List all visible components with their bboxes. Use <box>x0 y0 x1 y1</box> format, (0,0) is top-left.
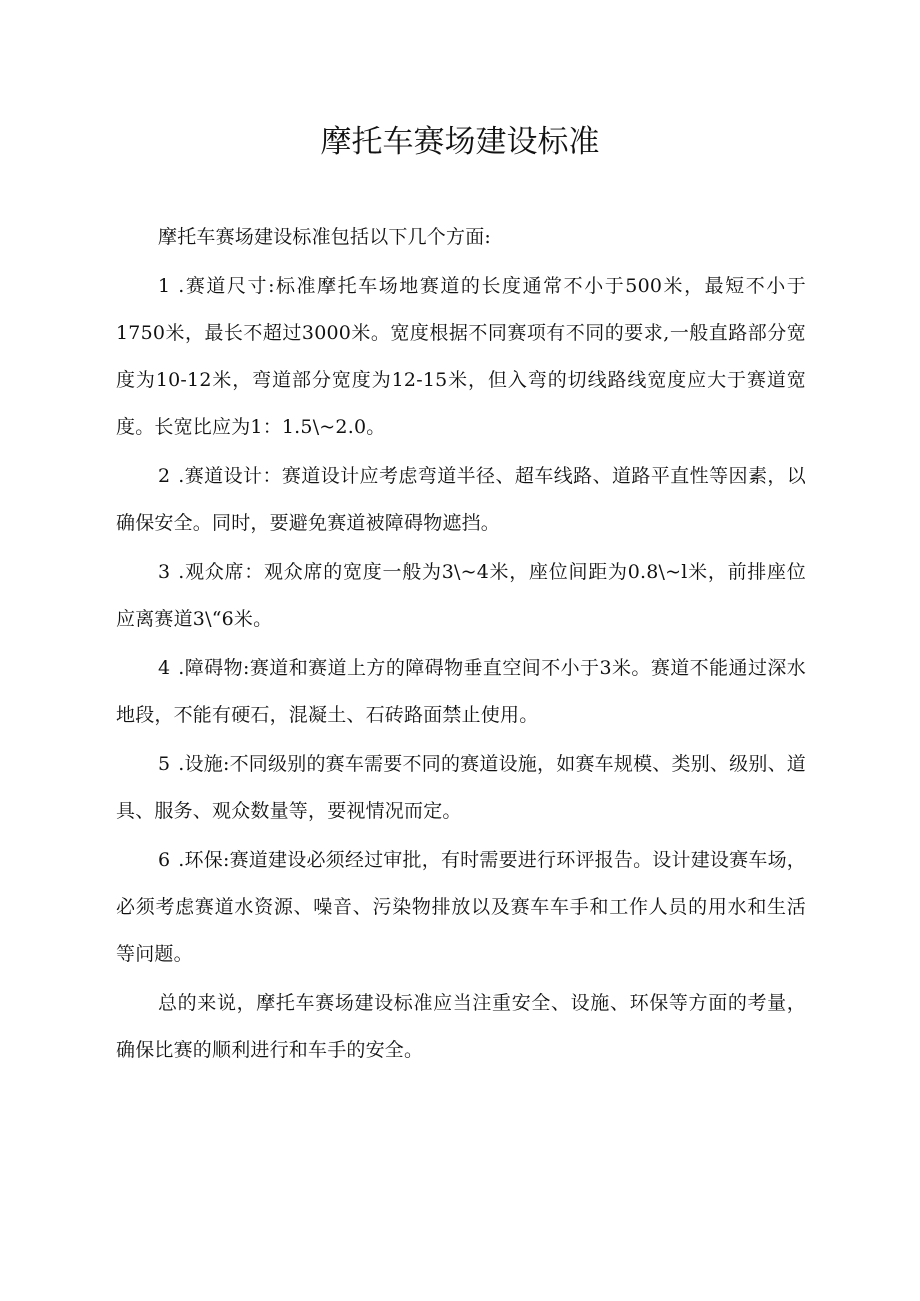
item-5-paragraph <box>116 741 806 835</box>
item-3-paragraph <box>116 549 806 643</box>
item-3-text: .观众席：观众席的宽度一般为3\~4米，座位间距为0.8\~l米，前排座位应离赛道3\“6米。 <box>116 561 806 630</box>
item-5-number: 5 <box>158 753 171 775</box>
item-6-number: 6 <box>158 849 171 871</box>
item-1-text: .赛道尺寸:标准摩托车场地赛道的长度通常不小于500米，最短不小于1750米，最长不超过3000米。宽度根据不同赛项有不同的要求,一般直路部分宽度为10-12米，弯道部分宽度为12-15米，但入弯的切线路线宽度应大于赛道宽度。长宽比应为1：1.5\~2.0。 <box>116 275 806 438</box>
item-2-paragraph <box>116 453 806 547</box>
conclusion-paragraph: 总的来说，摩托车赛场建设标准应当注重安全、设施、环保等方面的考量，确保比赛的顺利进行和车手的安全。 <box>116 992 806 1061</box>
intro-paragraph: 摩托车赛场建设标准包括以下几个方面: <box>158 226 492 248</box>
item-6-paragraph <box>116 837 806 978</box>
item-1-paragraph <box>116 263 806 451</box>
document-title: 摩托车赛场建设标准 <box>320 124 600 160</box>
item-3-number: 3 <box>158 561 171 583</box>
item-2-text: .赛道设计：赛道设计应考虑弯道半径、超车线路、道路平直性等因素，以确保安全。同时，要避免赛道被障碍物遮挡。 <box>116 465 806 534</box>
item-5-text: .设施:不同级别的赛车需要不同的赛道设施，如赛车规模、类别、级别、道具、服务、观众数量等，要视情况而定。 <box>116 753 806 822</box>
item-4-number: 4 <box>158 657 171 679</box>
item-6-text: .环保:赛道建设必须经过审批，有时需要进行环评报告。设计建设赛车场，必须考虑赛道水资源、噪音、污染物排放以及赛车车手和工作人员的用水和生活等问题。 <box>116 849 806 965</box>
document-body <box>116 214 806 1074</box>
item-4-text: .障碍物:赛道和赛道上方的障碍物垂直空间不小于3米。赛道不能通过深水地段，不能有硬石，混凝土、石砖路面禁止使用。 <box>116 657 806 726</box>
item-4-paragraph <box>116 645 806 739</box>
item-2-number: 2 <box>158 465 171 487</box>
item-1-number: 1 <box>158 275 171 297</box>
